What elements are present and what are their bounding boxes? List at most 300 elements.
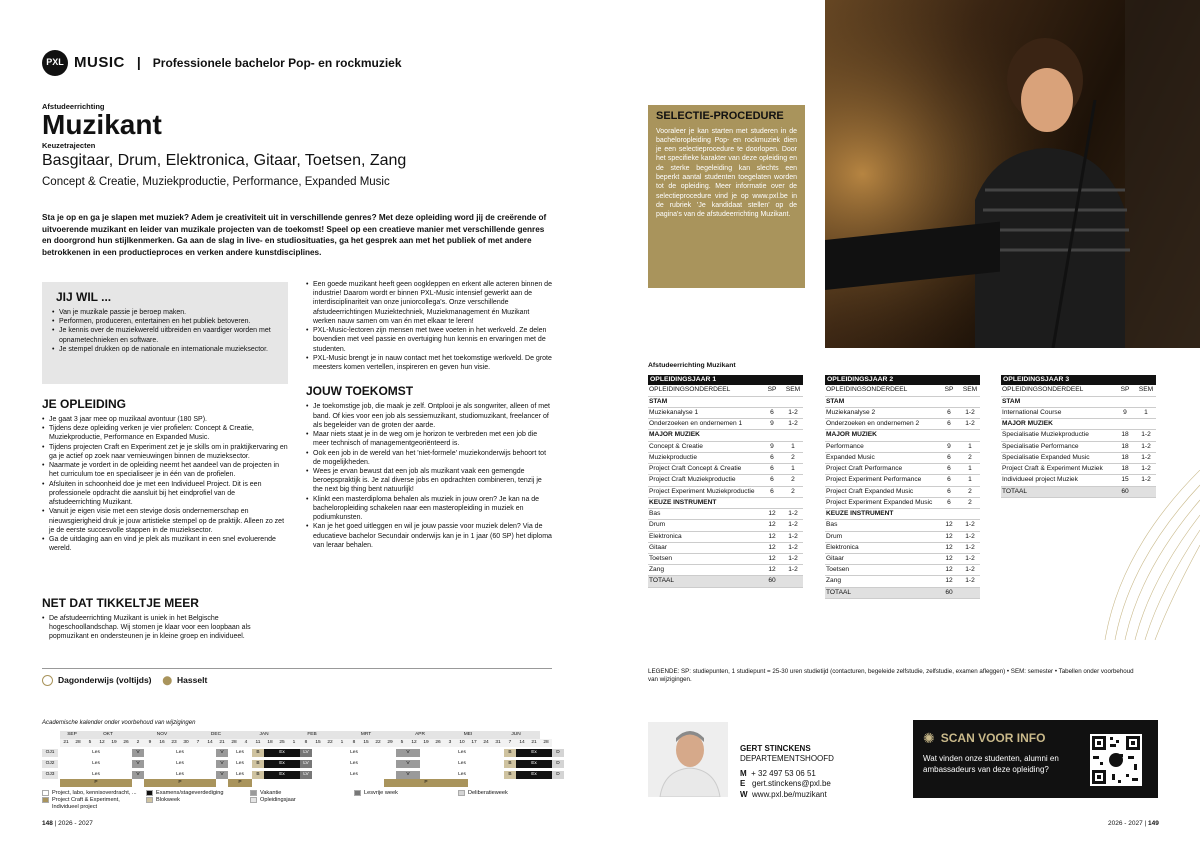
legend-label: Examens/stageverdediging — [156, 789, 224, 796]
group-header: KEUZE INSTRUMENT — [648, 497, 803, 508]
course-sem: 2 — [783, 452, 803, 463]
calendar-month: SEP — [60, 731, 84, 739]
calendar-day: 11 — [252, 739, 264, 747]
calendar-month: APR — [396, 731, 444, 739]
calendar-day: 4 — [240, 739, 252, 747]
course-sp: 12 — [938, 576, 960, 587]
legend-swatch — [146, 797, 153, 803]
calendar-day: 18 — [264, 739, 276, 747]
table-row — [825, 520, 980, 531]
course-sem: 1 — [783, 464, 803, 475]
total-value: 60 — [1114, 486, 1136, 497]
table-row — [1001, 452, 1156, 463]
course-name: Onderzoeken en ondernemen 1 — [648, 419, 761, 430]
contact-web[interactable]: www.pxl.be/muzikant — [752, 789, 827, 799]
contact-email[interactable]: gert.stinckens@pxl.be — [752, 779, 831, 789]
year-header: OPLEIDINGSJAAR 2 — [825, 375, 980, 385]
course-sem: 1 — [783, 441, 803, 452]
calendar-day: 12 — [96, 739, 108, 747]
legend-item — [146, 797, 246, 811]
course-sem: 1-2 — [783, 509, 803, 520]
calendar-block: V — [396, 749, 420, 757]
mode-text: Dagonderwijs (voltijds) — [58, 675, 152, 686]
list-item: • Wees je ervan bewust dat een job als muzikant vaak een gemengde beroepspraktijk is. Je zal diverse jobs en opdrachten combineren, tenzij je the next big thing bent natuurlijk! — [306, 467, 552, 495]
legend-item — [458, 790, 558, 797]
course-name: Drum — [825, 531, 938, 542]
calendar-day: 1 — [336, 739, 348, 747]
calendar-block: Ex — [264, 771, 300, 779]
col-header: OPLEIDINGSONDERDEEL — [825, 385, 938, 396]
footer-year-right: 2026 - 2027 | — [1108, 820, 1147, 827]
list-item: • PXL-Music-lectoren zijn mensen met twee voeten in het werkveld. Ze delen bovendien met veel passie en overtuiging hun kennis en ervaringen met de studenten. — [306, 326, 552, 354]
curriculum-table — [825, 385, 980, 598]
course-name: Muziekanalyse 2 — [825, 407, 938, 418]
pxl-logo: PXL — [42, 50, 68, 76]
calendar-day: 26 — [432, 739, 444, 747]
course-sp: 9 — [761, 419, 783, 430]
calendar-block: V — [216, 771, 228, 779]
course-sp: 12 — [938, 531, 960, 542]
calendar-caption: Academische kalender onder voorbehoud van wijzigingen — [42, 720, 196, 726]
course-name: Performance — [825, 441, 938, 452]
legend-item — [42, 790, 142, 797]
list-item: • PXL-Music brengt je in nauw contact met het toekomstige werkveld. De grote meesters komen vertellen, inspireren en geven hun visie. — [306, 354, 552, 372]
legend-swatch — [146, 790, 153, 796]
calendar-block: V — [216, 749, 228, 757]
table-row — [825, 441, 980, 452]
course-name: Gitaar — [648, 542, 761, 553]
selectie-title: SELECTIE-PROCEDURE — [656, 110, 784, 122]
legende: LEGENDE: SP: studiepunten, 1 studiepunt = 25-30 uren studietijd (contacturen, begeleide zelfstudie, zelfstudie, examen afleggen) • SEM: semester • Tabellen onder voorbehoud van wijzigingen. — [648, 668, 1134, 684]
course-sem: 1-2 — [783, 531, 803, 542]
course-sem: 1 — [960, 441, 980, 452]
course-sp: 6 — [761, 475, 783, 486]
course-sp: 18 — [1114, 430, 1136, 441]
calendar-day: 3 — [444, 739, 456, 747]
calendar-block: Les — [60, 749, 132, 757]
course-sem: 1-2 — [1136, 464, 1156, 475]
course-sp: 18 — [1114, 452, 1136, 463]
course-sp: 12 — [761, 554, 783, 565]
header — [42, 50, 402, 76]
course-sp: 12 — [938, 554, 960, 565]
legend-label: Blokweek — [156, 797, 180, 804]
calendar-block: Ex — [516, 771, 552, 779]
course-sp: 18 — [1114, 464, 1136, 475]
course-name: Onderzoeken en ondernemen 2 — [825, 419, 938, 430]
table-row — [825, 576, 980, 587]
table-row — [825, 565, 980, 576]
jij-wil-list — [52, 308, 276, 354]
e-label: E — [740, 779, 746, 789]
list-item: • Afsluiten in schoonheid doe je met een Individueel Project. Dit is een professionele opdracht die aansluit bij het eindprofiel van de afstudeerrichting Muzikant. — [42, 480, 288, 508]
course-name: Concept & Creatie — [648, 441, 761, 452]
table-row — [648, 542, 803, 553]
course-sp: 6 — [938, 452, 960, 463]
table-row — [825, 497, 980, 508]
calendar-block: B — [504, 771, 516, 779]
calendar-block: V — [396, 760, 420, 768]
calendar-day: 24 — [480, 739, 492, 747]
course-name: Drum — [648, 520, 761, 531]
calendar-block: D — [552, 771, 564, 779]
calendar-day: 26 — [120, 739, 132, 747]
table-row — [825, 464, 980, 475]
calendar-day: 22 — [372, 739, 384, 747]
calendar-block: Ex — [516, 760, 552, 768]
calendar-day: 5 — [84, 739, 96, 747]
table-row — [648, 554, 803, 565]
page-title: Muzikant — [42, 109, 162, 141]
course-sp: 6 — [938, 475, 960, 486]
calendar-block: Les — [420, 760, 504, 768]
course-name: Bas — [825, 520, 938, 531]
m-label: M — [740, 768, 747, 778]
list-item: • Naarmate je vordert in de opleiding neemt het aandeel van de projecten in het curriculum toe en specialiseer je in één van de profielen. — [42, 461, 288, 479]
calendar-month: JUN — [492, 731, 540, 739]
course-name: Toetsen — [825, 565, 938, 576]
total-row — [648, 576, 803, 587]
calendar-day: 5 — [396, 739, 408, 747]
calendar-block: Les — [228, 771, 252, 779]
music-logo-text: MUSIC — [74, 53, 125, 71]
calendar-month: FEB — [288, 731, 336, 739]
calendar-block: Les — [228, 760, 252, 768]
course-name: Project Craft Concept & Creatie — [648, 464, 761, 475]
course-sp: 12 — [761, 509, 783, 520]
course-name: Zang — [825, 576, 938, 587]
course-sp: 12 — [761, 565, 783, 576]
course-name: Muziekproductie — [648, 452, 761, 463]
calendar-block: Les — [312, 760, 396, 768]
total-label: TOTAAL — [825, 587, 938, 598]
course-sem: 1 — [1136, 407, 1156, 418]
calendar-project-block: P — [384, 779, 468, 787]
contact-phone[interactable]: + 32 497 53 06 51 — [751, 768, 816, 778]
musician-illustration — [825, 0, 1200, 348]
group-header: MAJOR MUZIEK — [1001, 419, 1156, 430]
intro-text: Sta je op en ga je slapen met muziek? Adem je creativiteit uit in verschillende genres? Met deze opleiding word jij de creërende of uitvoerende muzikant en leider van muzikale projecten van de toekomst! Speel op een creatieve manier met verschillende genres en doorgrond hun stijlkenmerken. Ga aan de slag in live- en studiosituaties, ga het gesprek aan met het publiek of met andere betrokkenen in een productieproces en verken andere kunstdisciplines. — [42, 213, 547, 257]
course-sp: 9 — [1114, 407, 1136, 418]
course-name: Specialisatie Expanded Music — [1001, 452, 1114, 463]
calendar-block: Ex — [264, 749, 300, 757]
table-row — [825, 531, 980, 542]
course-sp: 12 — [938, 520, 960, 531]
calendar-month: OKT — [84, 731, 132, 739]
calendar-day: 19 — [108, 739, 120, 747]
legend-swatch — [42, 790, 49, 796]
calendar-block: Les — [312, 749, 396, 757]
col-header: SP — [1114, 385, 1136, 396]
hero-photo — [825, 0, 1200, 348]
calendar-block: LV — [300, 771, 312, 779]
calendar-block: Ex — [516, 749, 552, 757]
contact-role: DEPARTEMENTSHOOFD — [740, 754, 834, 764]
calendar-day: 7 — [192, 739, 204, 747]
calendar-block: B — [252, 749, 264, 757]
opleiding-section — [42, 397, 288, 554]
course-sem: 1-2 — [783, 542, 803, 553]
tracks: Basgitaar, Drum, Elektronica, Gitaar, Toetsen, Zang — [42, 151, 407, 169]
calendar-day: 7 — [504, 739, 516, 747]
calendar-day: 10 — [456, 739, 468, 747]
course-name: Muziekanalyse 1 — [648, 407, 761, 418]
calendar-row-label: OJ1 — [42, 749, 58, 757]
table-row — [648, 419, 803, 430]
list-item: • Tijdens projecten Craft en Experiment zet je je skills om in praktijkervaring en ga je actief op zoek naar vernieuwingen binnen de muzieksector. — [42, 443, 288, 461]
header-separator: | — [136, 54, 141, 71]
col-header: OPLEIDINGSONDERDEEL — [1001, 385, 1114, 396]
selectie-box — [648, 105, 805, 288]
page-number-left: 148 — [42, 820, 53, 827]
col-header: OPLEIDINGSONDERDEEL — [648, 385, 761, 396]
list-item: • Tijdens deze opleiding verken je vier profielen: Concept & Creatie, Muziekproductie, Performance en Expanded Music. — [42, 424, 288, 442]
course-sem: 1-2 — [960, 554, 980, 565]
list-item: • Je stempel drukken op de nationale en internationale muzieksector. — [52, 345, 276, 354]
col-header: SP — [761, 385, 783, 396]
list-item: • Je gaat 3 jaar mee op muzikaal avontuur (180 SP). — [42, 415, 288, 424]
calendar-day: 16 — [156, 739, 168, 747]
course-sem: 2 — [960, 497, 980, 508]
col2-list — [306, 280, 552, 372]
table-row — [648, 520, 803, 531]
calendar-block: Les — [144, 771, 216, 779]
jij-wil-box — [42, 282, 288, 384]
course-sem: 1-2 — [960, 407, 980, 418]
calendar-day: 8 — [300, 739, 312, 747]
calendar-block: Les — [60, 760, 132, 768]
calendar-block: Les — [312, 771, 396, 779]
calendar-day: 21 — [60, 739, 72, 747]
course-sem: 2 — [960, 452, 980, 463]
profiles: Concept & Creatie, Muziekproductie, Performance, Expanded Music — [42, 175, 390, 188]
contact-name: GERT STINCKENS — [740, 744, 811, 753]
col-header: SEM — [783, 385, 803, 396]
portrait-icon — [648, 722, 728, 797]
clock-icon — [42, 675, 53, 686]
table-row — [648, 475, 803, 486]
table-row — [648, 486, 803, 497]
qr-code[interactable] — [1090, 734, 1142, 786]
curriculum-title: Afstudeerrichting Muzikant — [648, 362, 736, 369]
course-name: Specialisatie Muziekproductie — [1001, 430, 1114, 441]
table-row — [648, 565, 803, 576]
calendar-day: 19 — [420, 739, 432, 747]
course-sp: 18 — [1114, 441, 1136, 452]
calendar-project-block: P — [228, 779, 252, 787]
calendar-day: 28 — [228, 739, 240, 747]
list-item: • Klinkt een masterdiploma behalen als muziek in jouw oren? Je kan na de bacheloropleiding schakelen naar een masteropleiding in muziek en podiumkunsten. — [306, 495, 552, 523]
list-item: • Kan je het goed uitleggen en wil je jouw passie voor muziek delen? Via de educatieve bachelor Secundair onderwijs kan je in 1 jaar (60 SP) het diploma van leraar behalen. — [306, 522, 552, 550]
group-header: STAM — [825, 396, 980, 407]
curriculum-year-1 — [648, 375, 803, 588]
course-sp: 9 — [938, 441, 960, 452]
table-row — [825, 542, 980, 553]
calendar-day: 25 — [276, 739, 288, 747]
legend-item — [146, 790, 246, 797]
opleiding-title: JE OPLEIDING — [42, 397, 127, 411]
list-item: • Een goede muzikant heeft geen oogkleppen en erkent alle acteren binnen de industrie! Daarom wordt er binnen PXL-Music intensief gewerkt aan de interdisciplinariteit van onze juniorcollega's. Onze verschillende afstudeerrichtingen Muziektechniek, Muziekmanagement én Muzikant werken nauw samen om van én met elkaar te leren! — [306, 280, 552, 326]
col-header: SP — [938, 385, 960, 396]
table-row — [1001, 407, 1156, 418]
course-name: Project Craft Performance — [825, 464, 938, 475]
calendar-block: Les — [60, 771, 132, 779]
calendar-day: 14 — [204, 739, 216, 747]
calendar-block: B — [504, 749, 516, 757]
calendar-day: 15 — [312, 739, 324, 747]
calendar-month: MRT — [336, 731, 396, 739]
legend-swatch — [458, 790, 465, 796]
legend-swatch — [250, 790, 257, 796]
list-item: • Je kennis over de muziekwereld uitbreiden en vaardiger worden met opnametechnieken en software. — [52, 326, 276, 344]
selectie-text: Vooraleer je kan starten met studeren in de bacheloropleiding Pop- en rockmuziek dien je een selectieprocedure te doorlopen. Door het specifieke karakter van deze opleiding en de sterke begeleiding kan slechts een beperkt aantal studenten toegelaten worden tot de opleiding. Meer informatie over de selectieprocedure vind je op www.pxl.be in de rubriek 'Je kandidaat stellen' op de pagina's van de afstudeerrichting Muzikant. — [656, 127, 797, 219]
toekomst-list — [306, 402, 552, 550]
course-sp: 12 — [761, 531, 783, 542]
course-sp: 12 — [938, 565, 960, 576]
year-header: OPLEIDINGSJAAR 3 — [1001, 375, 1156, 385]
course-sem: 1-2 — [783, 565, 803, 576]
tikkeltje-section — [42, 596, 288, 642]
table-row — [825, 554, 980, 565]
table-row — [1001, 430, 1156, 441]
calendar-block: Ex — [264, 760, 300, 768]
calendar-block: B — [252, 771, 264, 779]
course-sem: 1-2 — [1136, 430, 1156, 441]
calendar-block: B — [504, 760, 516, 768]
calendar-block: D — [552, 749, 564, 757]
calendar-row-label: OJ2 — [42, 760, 58, 768]
course-sp: 6 — [938, 464, 960, 475]
calendar-block: LV — [300, 749, 312, 757]
course-sem: 1-2 — [960, 576, 980, 587]
legend-item — [42, 797, 142, 811]
course-sem: 1-2 — [783, 554, 803, 565]
course-sem: 2 — [783, 486, 803, 497]
course-sp: 6 — [938, 407, 960, 418]
course-name: Project Experiment Muziekproductie — [648, 486, 761, 497]
modality — [42, 675, 207, 686]
table-row — [825, 475, 980, 486]
tikkeltje-list — [42, 614, 288, 642]
course-name: Elektronica — [648, 531, 761, 542]
calendar-month: NOV — [132, 731, 192, 739]
calendar-day: 14 — [516, 739, 528, 747]
course-sem: 1-2 — [783, 407, 803, 418]
course-sem: 1-2 — [783, 419, 803, 430]
lightbulb-icon: ✺ — [923, 730, 935, 746]
column-2 — [306, 280, 552, 550]
group-header: STAM — [1001, 396, 1156, 407]
calendar-day: 12 — [408, 739, 420, 747]
calendar-day: 31 — [492, 739, 504, 747]
header-subtitle: Professionele bachelor Pop- en rockmuziek — [152, 55, 402, 70]
tracks-label: Keuzetrajecten — [42, 141, 96, 151]
calendar-row-label: OJ3 — [42, 771, 58, 779]
course-sp: 6 — [761, 452, 783, 463]
course-sp: 6 — [761, 407, 783, 418]
calendar-day: 2 — [132, 739, 144, 747]
course-name: Project Experiment Performance — [825, 475, 938, 486]
table-row — [648, 509, 803, 520]
calendar-block: D — [552, 760, 564, 768]
calendar-block: V — [132, 760, 144, 768]
calendar-day: 23 — [168, 739, 180, 747]
course-sp: 6 — [761, 486, 783, 497]
legend-label: Opleidingsjaar — [260, 797, 296, 804]
course-sp: 6 — [938, 497, 960, 508]
scan-text: Wat vinden onze studenten, alumni en ambassadeurs van deze opleiding? — [923, 753, 1059, 774]
course-sem: 1-2 — [783, 520, 803, 531]
calendar-block: LV — [300, 760, 312, 768]
list-item: • Je toekomstige job, die maak je zelf. Ontplooi je als songwriter, alleen of met band. Of kies voor een job als sessiemuzikant, studiomuzikant, freelancer of als begeleider van de groten der aarde. — [306, 402, 552, 430]
list-item: • Vanuit je eigen visie met een stevige dosis ondernemerschap en nieuwsgierigheid druk je jouw artistieke stempel op de praktijk. Alleen zo zet je de eerste succesvolle stappen in de muzieksector. — [42, 507, 288, 535]
w-label: W — [740, 789, 748, 799]
calendar-block: Les — [144, 749, 216, 757]
col-header: SEM — [960, 385, 980, 396]
total-value: 60 — [938, 587, 960, 598]
total-label: TOTAAL — [648, 576, 761, 587]
course-name: Elektronica — [825, 542, 938, 553]
title-block — [42, 102, 562, 189]
group-header: KEUZE INSTRUMENT — [825, 509, 980, 520]
calendar-day: 21 — [216, 739, 228, 747]
course-name: Project Experiment Expanded Music — [825, 497, 938, 508]
legend-item — [354, 790, 454, 797]
calendar-block: B — [252, 760, 264, 768]
legend-swatch — [250, 797, 257, 803]
footer-right — [1108, 820, 1159, 828]
list-item: • Van je muzikale passie je beroep maken. — [52, 308, 276, 317]
tikkeltje-title: NET DAT TIKKELTJE MEER — [42, 596, 199, 610]
academic-calendar — [42, 720, 560, 811]
legend-label: Project Craft & Experiment, Individueel project — [52, 797, 120, 811]
col-header: SEM — [1136, 385, 1156, 396]
course-name: Project Craft Expanded Music — [825, 486, 938, 497]
contact-photo — [648, 722, 728, 797]
course-sem: 1-2 — [960, 542, 980, 553]
legend-swatch — [354, 790, 361, 796]
scan-title: SCAN VOOR INFO — [940, 731, 1046, 746]
course-sem: 1 — [960, 464, 980, 475]
course-sem: 1-2 — [960, 565, 980, 576]
course-sp: 9 — [761, 441, 783, 452]
course-name: Bas — [648, 509, 761, 520]
list-item: • Performen, produceren, entertainen en het publiek betoveren. — [52, 317, 276, 326]
legend-item — [250, 790, 350, 797]
calendar-day: 30 — [180, 739, 192, 747]
course-name: Specialisatie Performance — [1001, 441, 1114, 452]
legend-swatch — [42, 797, 49, 803]
calendar-month: MEI — [444, 731, 492, 739]
list-item: • Ook een job in de wereld van het 'niet-formele' muziekonderwijs behoort tot de mogelijkheden. — [306, 449, 552, 467]
course-name: International Course — [1001, 407, 1114, 418]
legend-label: Vakantie — [260, 789, 282, 796]
legend-label: Lesvrije week — [364, 789, 398, 796]
list-item: • Maar niets staat je in de weg om je horizon te verbreden met een job die meer technisch of managementgeoriënteerd is. — [306, 430, 552, 448]
table-row — [825, 407, 980, 418]
calendar-day: 22 — [324, 739, 336, 747]
course-sem: 1 — [960, 475, 980, 486]
contact-block — [740, 744, 834, 800]
calendar-project-block: P — [60, 779, 132, 787]
table-row — [648, 464, 803, 475]
calendar-month: JAN — [240, 731, 288, 739]
course-sp: 12 — [938, 542, 960, 553]
group-header: STAM — [648, 396, 803, 407]
calendar-day: 9 — [144, 739, 156, 747]
total-label: TOTAAL — [1001, 486, 1114, 497]
calendar-day: 29 — [384, 739, 396, 747]
